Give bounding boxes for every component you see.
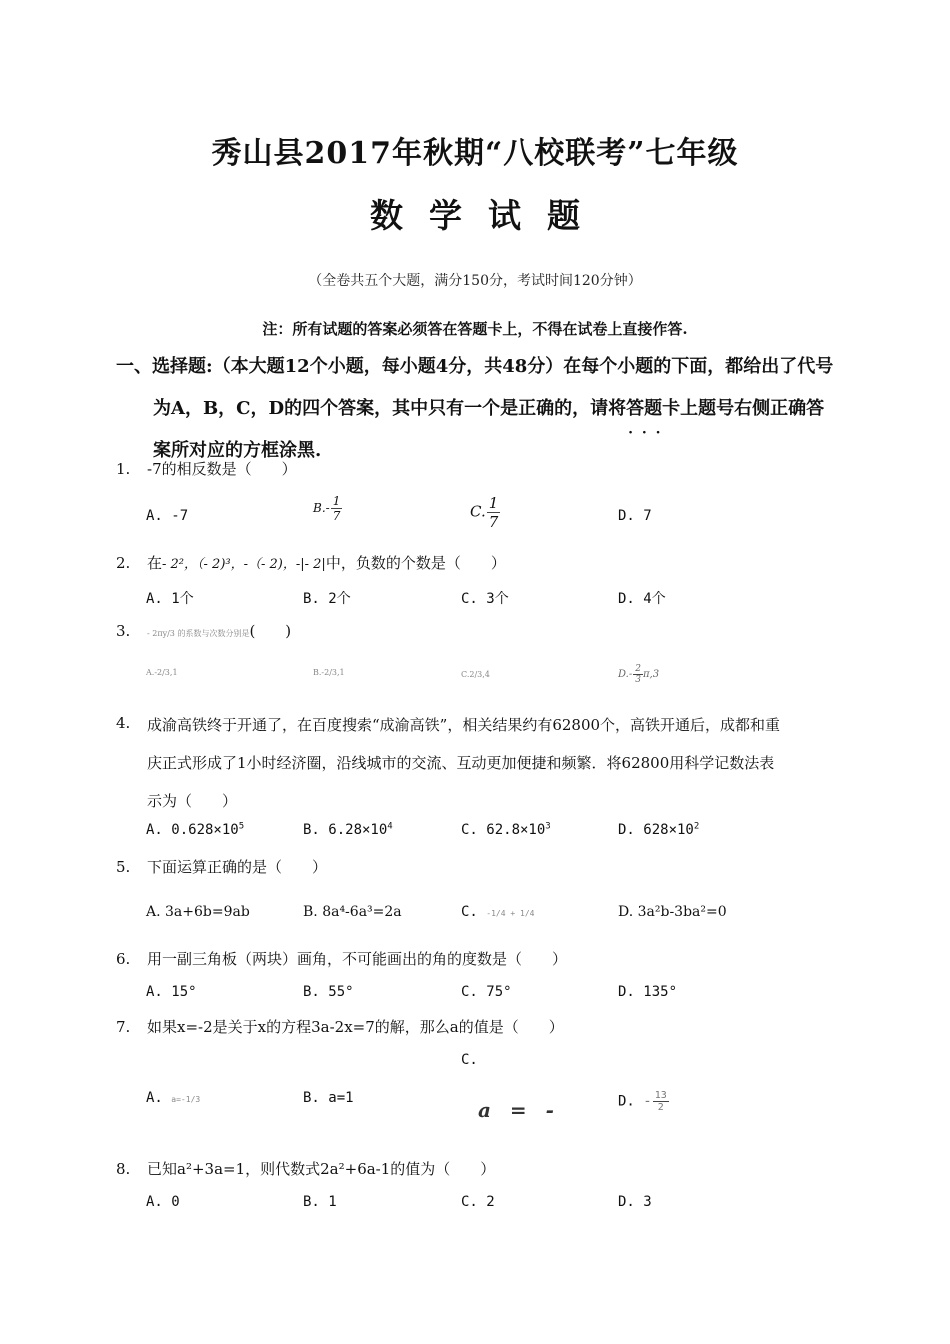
question-stem: -7的相反数是（ ） (147, 460, 297, 478)
option-b: B.-2/3,1 (313, 668, 345, 677)
option-a-expression: a=-1/3 (171, 1095, 201, 1104)
option-a-exponent: 5 (238, 821, 245, 832)
section-line-3: 案所对应的方框涂黑. (153, 440, 322, 461)
option-a: A. 15° (146, 984, 197, 1000)
fraction (487, 494, 501, 531)
option-b: B. 55° (303, 984, 354, 1000)
option-d: D. 7 (618, 508, 652, 524)
page-title: 秀山县2017年秋期“八校联考”七年级 (211, 136, 739, 171)
question-number: 1. (116, 460, 131, 478)
stem-expression: - 2²，（- 2)³，-（- 2)，-|- 2| (162, 557, 326, 572)
section-line-2 (116, 388, 846, 430)
option-a (146, 822, 244, 838)
exam-note: 注：所有试题的答案必须答在答题卡上，不得在试卷上直接作答. (262, 320, 688, 338)
stem-line-2: 庆正式形成了1小时经济圈，沿线城市的交流、互动更加便捷和频繁．将62800用科学记数法表 (147, 754, 775, 772)
option-c: C. 75° (461, 984, 512, 1000)
option-c (470, 494, 500, 531)
option-b: B. 8a⁴-6a³=2a (303, 904, 402, 920)
question-stem (147, 614, 846, 651)
stem-prefix: 在 (147, 554, 163, 572)
option-c-label: C. (461, 1052, 478, 1068)
option-c-prefix: C. (470, 502, 486, 521)
option-a: A. 1个 (146, 591, 194, 607)
question-stem (147, 706, 846, 820)
option-b-base: B. 6.28×10 (303, 822, 388, 838)
question-stem: 下面运算正确的是（ ） (147, 858, 328, 876)
fraction-numerator: 13 (654, 1090, 667, 1101)
option-c-label: C. (461, 904, 478, 920)
option-d (618, 822, 699, 838)
question-number: 5. (116, 858, 131, 876)
option-d-exponent: 2 (693, 821, 700, 832)
question-stem (147, 546, 846, 582)
option-d-prefix: D.- (618, 669, 633, 680)
option-c-expression: a = - (478, 1098, 560, 1122)
option-a (146, 1090, 200, 1106)
option-c: C.2/3,4 (461, 670, 490, 679)
option-c (461, 822, 551, 838)
question-number: 8. (116, 1160, 131, 1178)
option-a: A. 3a+6b=9ab (146, 904, 250, 920)
fraction-denominator: 2 (657, 1102, 664, 1113)
option-b-exponent: 4 (387, 821, 393, 832)
option-a-label: A. (146, 1090, 163, 1106)
question-stem: 已知a²+3a=1，则代数式2a²+6a-1的值为（ ） (147, 1160, 496, 1178)
option-b: B. 1 (303, 1194, 337, 1210)
option-c (461, 904, 534, 920)
fraction-numerator: 2 (635, 664, 641, 674)
option-d: D. - $\frac{13}{2}$ (618, 1090, 667, 1113)
option-d-suffix: π,3 (642, 669, 660, 680)
option-a: A.-2/3,1 (146, 668, 178, 677)
option-d: D. 4个 (618, 591, 666, 607)
option-a-base: A. 0.628×10 (146, 822, 239, 838)
fraction (633, 664, 643, 685)
stem-faint-expression: - 2πy/3 的系数与次数分别是 (147, 629, 250, 638)
stem-suffix: 中，负数的个数是（ ） (325, 554, 506, 572)
dotted-emphasis: 答题卡 · · · (626, 398, 680, 419)
option-d-label: D. (618, 1093, 635, 1110)
stem-line-3: 示为（ ） (147, 792, 238, 810)
question-number: 6. (116, 950, 131, 968)
option-c: C. 3个 (461, 591, 509, 607)
option-a: A. -7 (146, 508, 189, 524)
section-line-2b: 上题号右侧正确答 (680, 398, 825, 419)
stem-suffix: ( ) (249, 622, 292, 640)
section-line-1: 一、选择题:（本大题12个小题，每小题4分，共48分）在每个小题的下面，都给出了代号 (116, 356, 834, 377)
fraction-denominator: 7 (488, 513, 499, 531)
page-subtitle: 数学试题 (370, 196, 606, 235)
question-stem: 如果x=-2是关于x的方程3a-2x=7的解，那么a的值是（ ） (147, 1018, 564, 1036)
option-c-base: C. 62.8×10 (461, 822, 546, 838)
option-d: D. 3 (618, 1194, 652, 1210)
fraction-denominator: 3 (635, 675, 641, 685)
option-c-exponent: 3 (545, 821, 551, 832)
fraction (331, 494, 343, 523)
option-b (303, 822, 393, 838)
fraction-numerator: 1 (488, 494, 499, 512)
option-b: B. a=1 (303, 1090, 354, 1106)
fraction-numerator: 1 (332, 494, 341, 508)
option-b-prefix: B.- (313, 501, 330, 515)
fraction-denominator: 7 (332, 509, 341, 523)
option-b (313, 494, 342, 523)
question-number: 3. (116, 622, 131, 640)
option-d (618, 664, 659, 685)
option-b: B. 2个 (303, 591, 351, 607)
option-d: D. 3a²b-3ba²=0 (618, 904, 727, 920)
option-c-expression: -1/4 + 1/4 (486, 909, 535, 918)
question-number: 7. (116, 1018, 131, 1036)
section-line-2a: 为A，B，C，D的四个答案，其中只有一个是正确的，请将 (153, 398, 627, 419)
fraction (653, 1090, 669, 1113)
option-d-base: D. 628×10 (618, 822, 694, 838)
question-number: 2. (116, 554, 131, 572)
stem-line-1: 成渝高铁终于开通了，在百度搜索“成渝高铁”，相关结果约有62800个，高铁开通后，成都和重 (147, 716, 781, 734)
option-c: C. 2 (461, 1194, 495, 1210)
option-a: A. 0 (146, 1194, 180, 1210)
question-number: 4. (116, 714, 131, 732)
option-d: D. 135° (618, 984, 678, 1000)
question-stem: 用一副三角板（两块）画角，不可能画出的角的度数是（ ） (147, 950, 568, 968)
exam-meta: （全卷共五个大题，满分150分，考试时间120分钟） (308, 273, 642, 289)
